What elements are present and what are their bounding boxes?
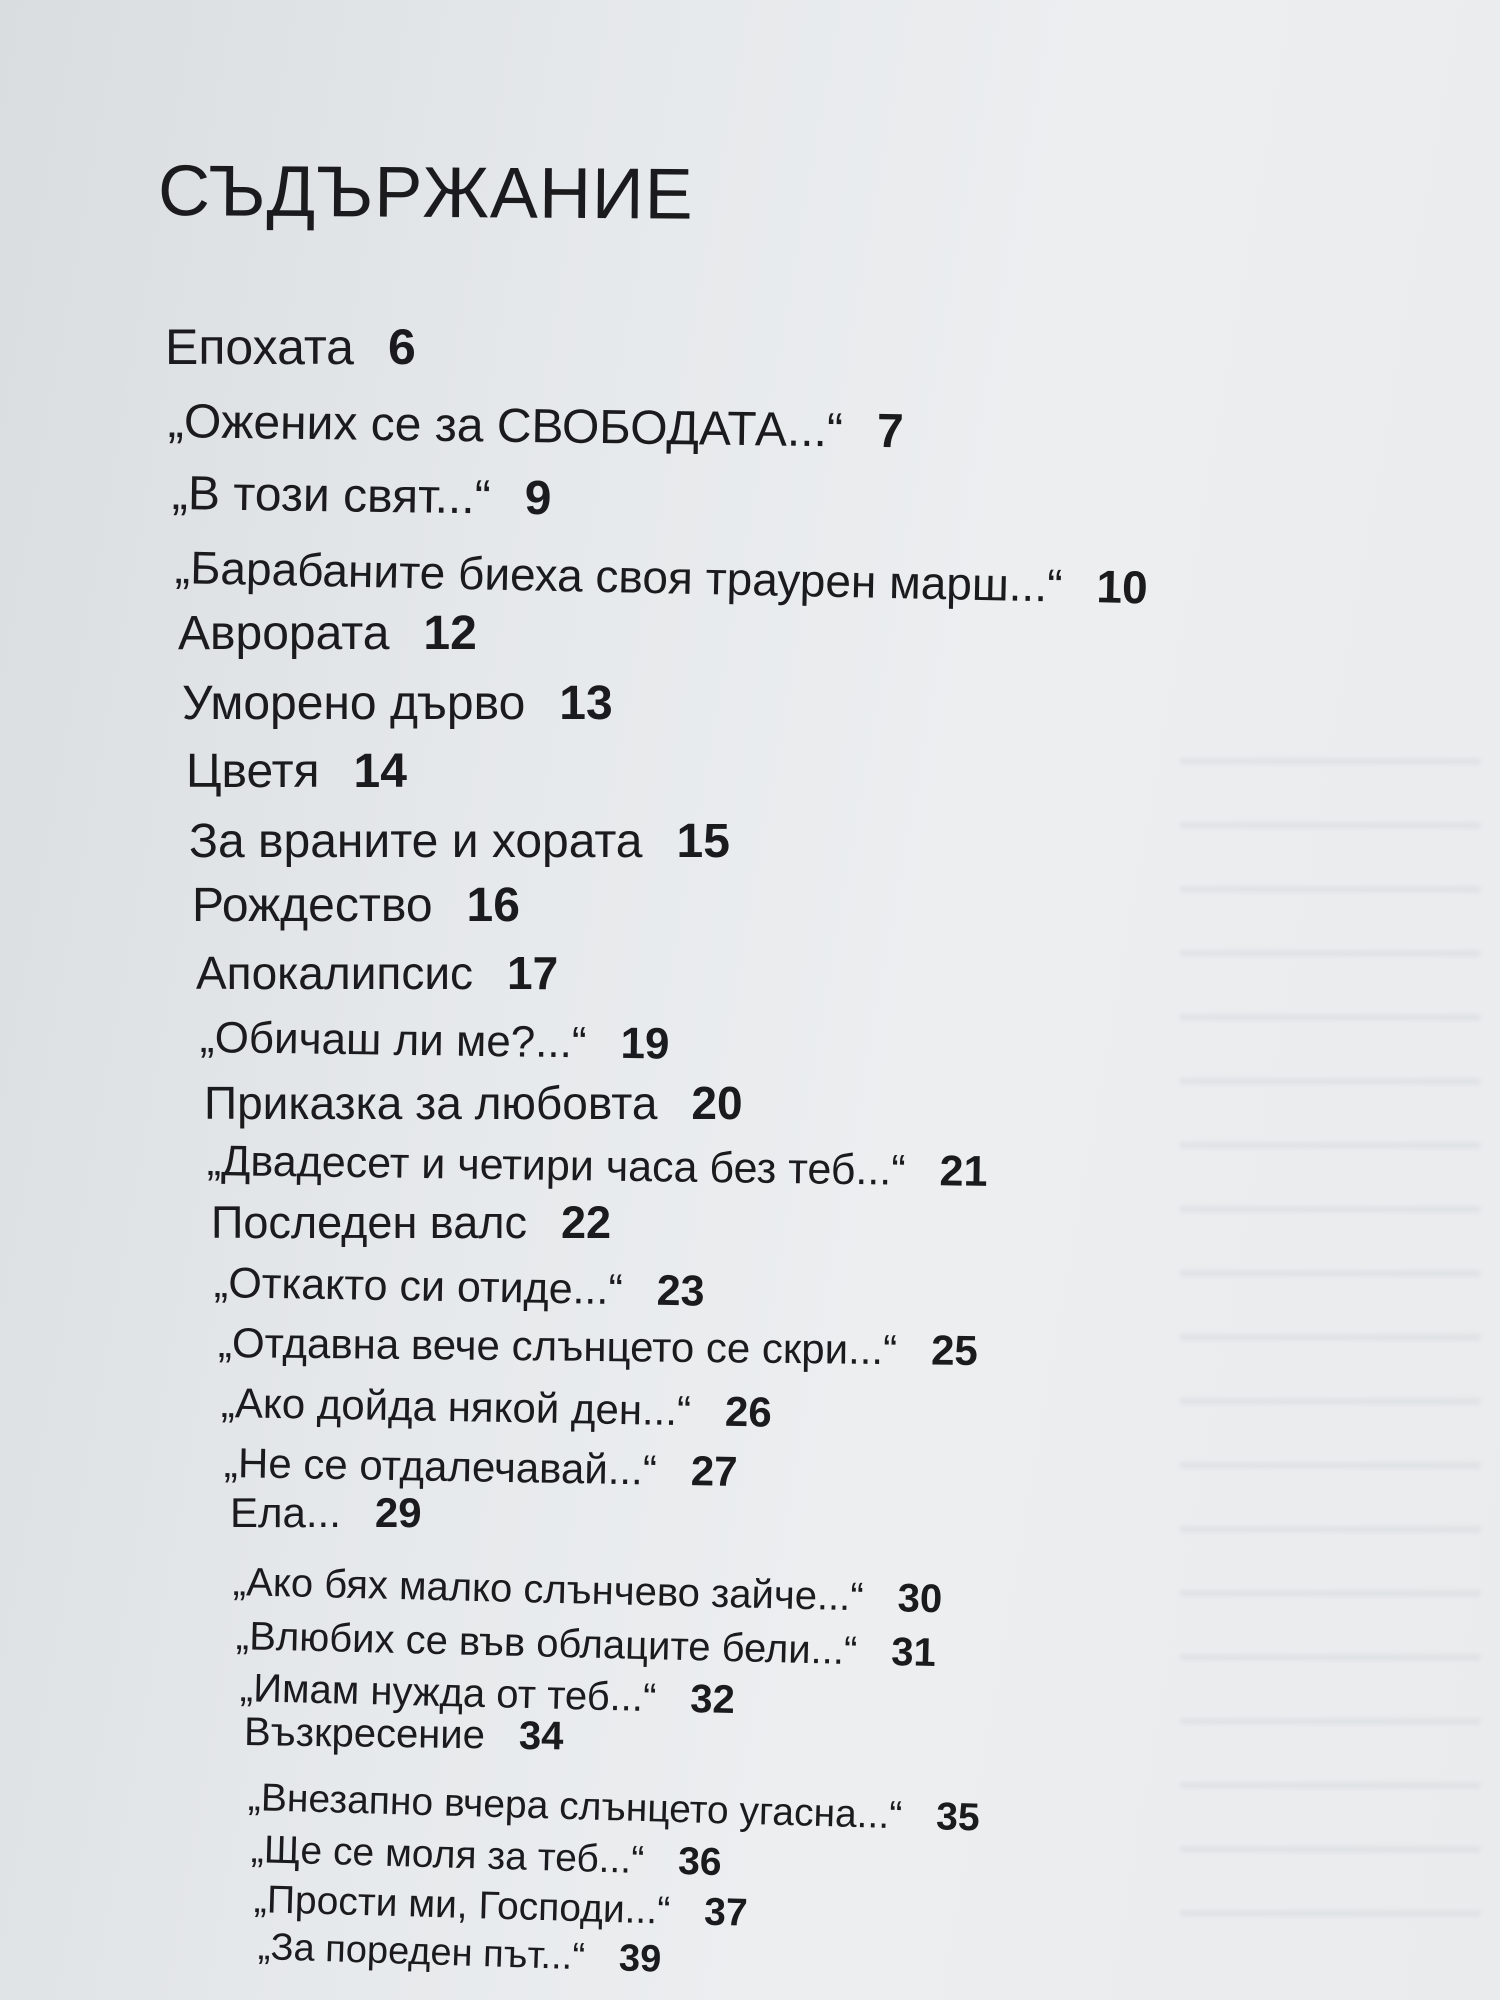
toc-entry <box>211 1197 612 1248</box>
toc-entry-title: „Барабаните биеха своя траурен марш...“ <box>174 541 1064 612</box>
toc-entry-title: „Влюбих се във облаците бели...“ <box>235 1614 858 1674</box>
toc-entry-page: 25 <box>930 1326 979 1374</box>
toc-entry <box>171 467 552 526</box>
toc-entry-page: 10 <box>1095 560 1149 614</box>
toc-entry-title: „Откакто си отиде...“ <box>213 1259 624 1315</box>
toc-entry <box>250 1828 723 1885</box>
toc-entry-title: „В този свят...“ <box>171 467 492 525</box>
toc-entry <box>223 1439 738 1495</box>
toc-entry-page: 12 <box>423 607 477 660</box>
toc-entry <box>165 319 416 375</box>
toc-entry <box>204 1077 743 1129</box>
toc-entry <box>182 677 613 730</box>
toc-entry-title: „Ще се моля за теб...“ <box>250 1828 645 1882</box>
toc-entry <box>174 541 1149 614</box>
toc-entry-page: 35 <box>935 1795 981 1840</box>
toc-entry-title: Апокалипсис <box>196 947 474 999</box>
toc-entry <box>192 879 520 932</box>
toc-entry <box>253 1880 748 1933</box>
toc-entry <box>189 815 730 868</box>
toc-entry-page: 22 <box>561 1197 612 1248</box>
toc-entry-title: „Ожених се за СВОБОДАТА...“ <box>167 395 844 458</box>
toc-entry-title: „Прости ми, Господи...“ <box>253 1878 671 1933</box>
toc-entry-page: 26 <box>724 1387 773 1436</box>
toc-entry-title: За враните и хората <box>189 815 643 868</box>
toc-entry <box>220 1379 773 1436</box>
toc-entry-title: „Отдавна вече слънцето се скри...“ <box>217 1319 898 1374</box>
toc-entry-page: 34 <box>518 1713 564 1759</box>
toc-entry <box>213 1259 706 1316</box>
toc-entry-title: Рождество <box>192 879 433 932</box>
toc-entry <box>199 1013 670 1069</box>
toc-entry-page: 30 <box>897 1576 943 1622</box>
toc-entry-title: Цветя <box>186 745 320 798</box>
toc-entry-page: 15 <box>676 815 730 868</box>
toc-entry <box>186 745 407 798</box>
toc-entry-page: 27 <box>690 1447 738 1495</box>
toc-entry-title: Приказка за любовта <box>204 1077 658 1129</box>
show-through-text <box>1180 720 1480 1970</box>
toc-entry-title: „Ако дойда някой ден...“ <box>220 1379 692 1435</box>
toc-entry-page: 31 <box>890 1630 937 1676</box>
toc-entry-title: Възкресение <box>243 1710 486 1758</box>
toc-entry-title: „За пореден път...“ <box>257 1926 586 1979</box>
toc-entry-page: 9 <box>524 471 552 526</box>
toc-entry-title: Аврората <box>178 607 390 660</box>
toc-entry <box>206 1137 988 1196</box>
toc-entry-title: „Не се отдалечавай...“ <box>223 1439 658 1494</box>
toc-entry-title: „Обичаш ли ме?...“ <box>199 1013 587 1068</box>
toc-entry <box>257 1928 661 1979</box>
toc-entry <box>247 1776 981 1840</box>
toc-entry-page: 16 <box>466 879 520 932</box>
toc-entry-page: 29 <box>374 1489 422 1536</box>
toc-entry <box>217 1319 979 1374</box>
toc-entry <box>232 1560 943 1622</box>
toc-entry <box>167 395 905 459</box>
toc-entry <box>235 1614 937 1676</box>
page-title: СЪДЪРЖАНИЕ <box>157 151 695 235</box>
toc-entry-title: Епохата <box>165 319 354 375</box>
toc-entry-title: „Имам нужда от теб...“ <box>239 1666 657 1721</box>
toc-entry-page: 39 <box>618 1937 662 1981</box>
toc-entry-title: „Ако бях малко слънчево зайче...“ <box>232 1560 865 1620</box>
toc-entry <box>230 1489 422 1536</box>
toc-entry <box>178 607 477 660</box>
toc-entry-page: 21 <box>939 1147 988 1196</box>
toc-entry-title: Уморено дърво <box>182 677 526 730</box>
toc-entry-page: 6 <box>387 319 416 375</box>
toc-entry-page: 32 <box>689 1677 736 1723</box>
toc-entry <box>196 947 559 999</box>
toc-entry-title: Ела... <box>230 1489 341 1536</box>
toc-entry-page: 13 <box>559 677 613 730</box>
toc-entry-page: 17 <box>507 947 559 999</box>
toc-entry-page: 23 <box>656 1266 706 1316</box>
toc-entry-title: „Внезапно вчера слънцето угасна...“ <box>247 1776 903 1838</box>
toc-entry-page: 36 <box>677 1839 723 1885</box>
toc-entry-title: Последен валс <box>211 1197 527 1248</box>
toc-entry-page: 37 <box>703 1890 749 1935</box>
toc-entry-page: 20 <box>691 1077 743 1129</box>
toc-entry-page: 14 <box>353 745 407 798</box>
toc-entry-title: „Двадесет и четири часа без теб...“ <box>206 1137 906 1195</box>
toc-entry-page: 7 <box>876 404 905 459</box>
toc-entry-page: 19 <box>620 1018 670 1069</box>
toc-entry <box>243 1710 564 1759</box>
